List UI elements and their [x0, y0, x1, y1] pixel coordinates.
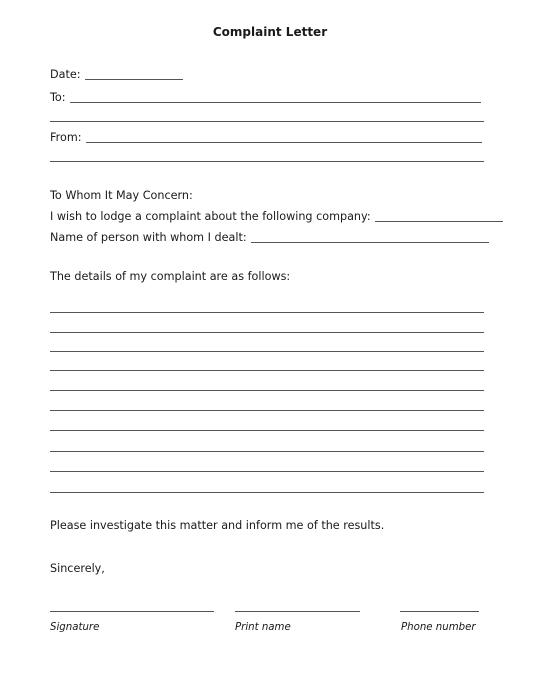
person-name-field[interactable]	[251, 229, 489, 243]
company-row	[50, 208, 503, 224]
sign-off: Sincerely,	[50, 562, 105, 575]
to-label: To:	[50, 91, 66, 104]
details-line[interactable]	[50, 430, 484, 431]
to-field[interactable]	[70, 89, 481, 103]
company-field[interactable]	[375, 208, 503, 222]
company-label: I wish to lodge a complaint about the following company:	[50, 210, 371, 223]
date-field[interactable]	[85, 66, 183, 80]
print-name-label: Print name	[235, 622, 291, 633]
details-line[interactable]	[50, 451, 484, 452]
details-line[interactable]	[50, 390, 484, 391]
details-line[interactable]	[50, 471, 484, 472]
phone-number-line[interactable]	[400, 611, 479, 612]
from-label: From:	[50, 131, 82, 144]
details-line[interactable]	[50, 312, 484, 313]
salutation: To Whom It May Concern:	[50, 189, 193, 202]
date-row	[50, 66, 183, 82]
signature-line[interactable]	[50, 611, 214, 612]
person-row	[50, 229, 489, 245]
closing-request: Please investigate this matter and inform me of the results.	[50, 519, 385, 532]
details-line[interactable]	[50, 332, 484, 333]
phone-number-label: Phone number	[401, 622, 476, 633]
to-field-line-2[interactable]	[50, 121, 484, 122]
details-line[interactable]	[50, 492, 484, 493]
print-name-line[interactable]	[235, 611, 360, 612]
person-label: Name of person with whom I dealt:	[50, 231, 247, 244]
signature-label: Signature	[50, 622, 100, 633]
from-field-line-2[interactable]	[50, 161, 484, 162]
details-line[interactable]	[50, 410, 484, 411]
from-row	[50, 129, 482, 145]
details-line[interactable]	[50, 370, 484, 371]
to-row	[50, 89, 481, 105]
details-line[interactable]	[50, 351, 484, 352]
date-label: Date:	[50, 68, 81, 81]
from-field[interactable]	[86, 129, 482, 143]
details-label: The details of my complaint are as follows:	[50, 270, 291, 283]
page-title: Complaint Letter	[212, 25, 328, 39]
